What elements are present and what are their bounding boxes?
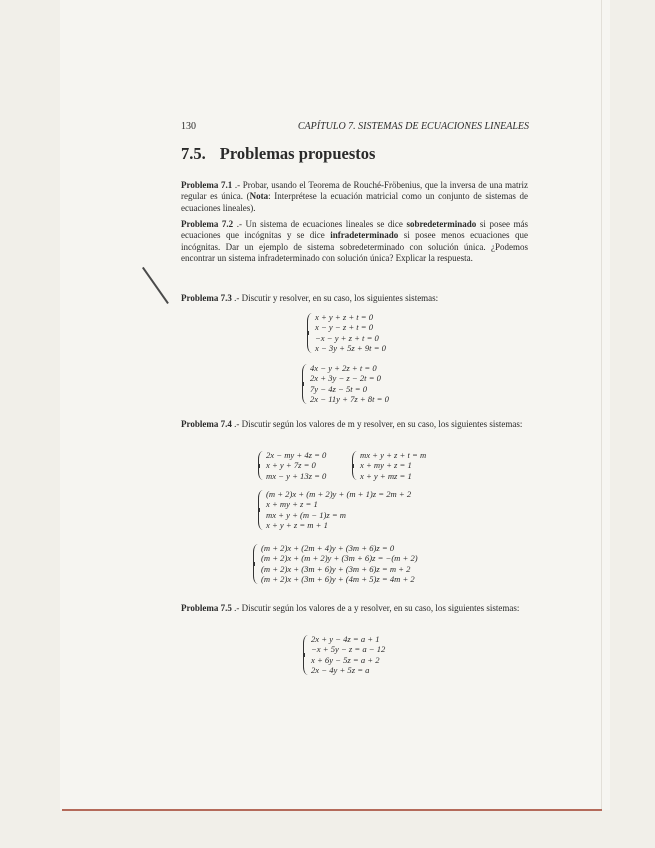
term-sobredeterminado: sobredeterminado — [406, 219, 477, 229]
problem-7-2 — [181, 219, 528, 264]
left-brace — [253, 544, 259, 584]
problem-text: si posee menos ecuaciones que incógnitas. Dar un ejemplo de sistema sobredeterminado con solución única. ¿Podemos encontrar un sistema infradeterminado con solución única? Explicar la respuesta. — [181, 230, 529, 263]
system-7-3-b — [302, 363, 389, 405]
left-brace — [258, 451, 264, 480]
left-brace — [307, 313, 313, 353]
equation: 2x + y − 4z = a + 1 — [311, 634, 380, 644]
system-7-4-a — [258, 450, 326, 481]
equation: mx + y + (m − 1)z = m — [266, 509, 346, 520]
equation: x − y − z + t = 0 — [315, 322, 374, 333]
problem-text: .- Discutir según los valores de m y resolver, en su caso, los siguientes sistemas: — [231, 419, 523, 429]
page-number: 130 — [181, 121, 196, 132]
problem-label: Problema 7.5 — [181, 603, 232, 613]
problem-text: .- Discutir según los valores de a y resolver, en su caso, los siguientes sistemas: — [231, 603, 520, 613]
equation: 2x − my + 4z = 0 — [266, 450, 327, 460]
problem-7-3 — [181, 293, 528, 304]
problem-text: si posee más ecuaciones que incógnitas y se dice — [181, 219, 529, 241]
problem-7-4 — [181, 419, 528, 430]
equation: (m + 2)x + (m + 2)y + (m + 1)z = 2m + 2 — [266, 489, 412, 499]
system-7-4-c — [258, 489, 411, 531]
equation: −x − y + z + t = 0 — [315, 332, 379, 343]
chapter-title: CAPÍTULO 7. SISTEMAS DE ECUACIONES LINEALES — [297, 121, 529, 132]
equation: 2x + 3y − z − 2t = 0 — [310, 373, 381, 384]
equation: x + my + z = 1 — [266, 499, 318, 510]
problem-text: .- Un sistema de ecuaciones lineales se dice — [233, 219, 407, 229]
equation: 7y − 4z − 5t = 0 — [310, 383, 368, 394]
system-7-5-a — [303, 634, 385, 676]
problem-text: : Interprétese la ecuación matricial como un conjunto de sistemas de ecuaciones lineales). — [181, 191, 528, 213]
equation: mx + y + z + t = m — [360, 450, 427, 460]
page-edge-line — [601, 0, 602, 810]
problem-label: Problema 7.4 — [181, 419, 232, 429]
equation: mx − y + 13z = 0 — [266, 470, 327, 481]
section-number: 7.5. — [181, 144, 206, 163]
system-7-3-a — [307, 312, 386, 354]
equation: 2x − 4y + 5z = a — [311, 665, 370, 676]
system-7-4-b — [352, 450, 426, 481]
equation: −x + 5y − z = a − 12 — [311, 644, 386, 655]
equation: x + my + z = 1 — [360, 460, 412, 471]
left-brace — [303, 635, 309, 675]
equation: (m + 2)x + (3m + 6)y + (4m + 5)z = 4m + 2 — [261, 574, 415, 585]
equation: 4x − y + 2z + t = 0 — [310, 363, 377, 373]
term-infradeterminado: infradeterminado — [330, 230, 399, 241]
equation: (m + 2)x + (2m + 4)y + (3m + 6)z = 0 — [261, 543, 395, 553]
left-brace — [352, 451, 358, 480]
equation: x + y + mz = 1 — [360, 470, 412, 481]
problem-label: Problema 7.2 — [181, 219, 234, 229]
equation: x + y + 7z = 0 — [266, 460, 316, 471]
problem-text: .- Discutir y resolver, en su caso, los siguientes sistemas: — [231, 293, 439, 303]
section-title: Problemas propuestos — [219, 144, 376, 163]
section-heading — [181, 144, 375, 164]
problem-7-1 — [181, 180, 528, 214]
left-brace — [302, 364, 308, 404]
equation: (m + 2)x + (3m + 6)y + (3m + 6)z = m + 2 — [261, 563, 411, 574]
problem-7-5 — [181, 603, 528, 614]
equation: 2x − 11y + 7z + 8t = 0 — [310, 394, 389, 405]
equation: x + y + z = m + 1 — [266, 520, 328, 531]
problem-label: Problema 7.1 — [181, 180, 233, 190]
equation: x + y + z + t = 0 — [315, 312, 374, 322]
problem-text: .- Probar, usando el Teorema de Rouché-Fröbenius, que la inversa de una matriz regular es única. ( — [181, 180, 528, 202]
page-bottom-edge — [62, 809, 602, 811]
equation: (m + 2)x + (m + 2)y + (3m + 6)z = −(m + 2) — [261, 553, 418, 564]
system-7-4-d — [253, 543, 418, 585]
note-label: Nota — [249, 191, 269, 202]
problem-label: Problema 7.3 — [181, 293, 232, 303]
equation: x − 3y + 5z + 9t = 0 — [315, 343, 386, 354]
equation: x + 6y − 5z = a + 2 — [311, 654, 380, 665]
left-brace — [258, 490, 264, 530]
